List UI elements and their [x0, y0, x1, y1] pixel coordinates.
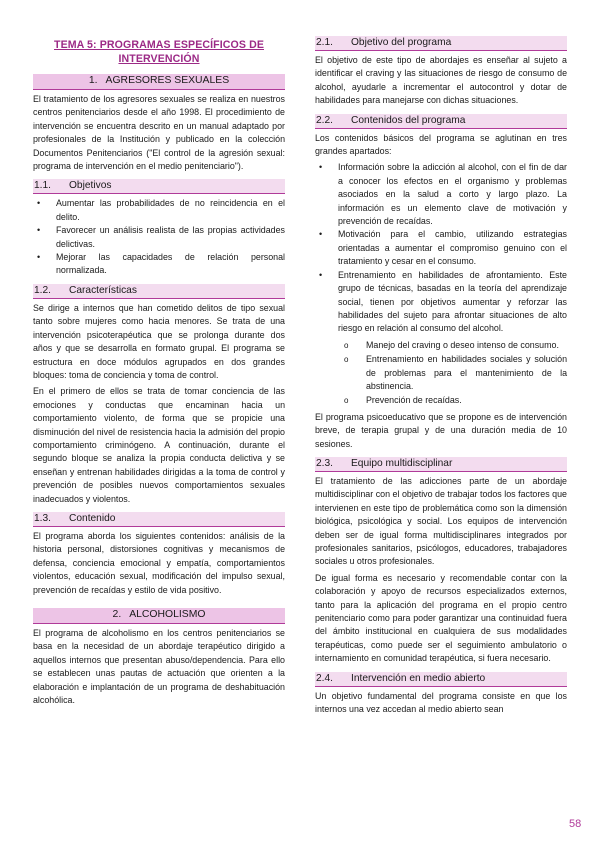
subsection-number: 1.1. [34, 180, 51, 192]
subsection-title: Contenidos del programa [351, 114, 466, 126]
bullet-icon: • [319, 269, 323, 280]
subsection-number: 1.3. [34, 512, 51, 524]
list-item: • Favorecer un análisis realista de las propias actividades delictivas. [37, 225, 285, 249]
circle-bullet-icon: o [344, 396, 349, 406]
paragraph: De igual forma es necesario y recomendable contar con la colaboración y apoyo de recursos especializados externos, tanto para la aplicación del programa en el propio centro penitenciario como para poder garantizar una continuidad fuera del ámbito institucional en cualquiera de sus modalidades terapéuticas, como puede ser el seguimiento ambulatorio o internamiento en comunidad terapéutica, si fuera necesario. [315, 572, 567, 664]
subsection-heading-caracteristicas [33, 284, 285, 299]
paragraph: El tratamiento de los agresores sexuales se realiza en nuestros centros penitenciarios desde el año 1998. El procedimiento de intervención se encuentra descrito en un manual adaptado por profesionales de la Institución y publicado en la colección Documentos Penitenciarios ("El control de la agresión sexual: programa de intervención en el medio penitenciario"). [33, 94, 285, 172]
subsection-number: 2.3. [316, 457, 333, 469]
paragraph: Un objetivo fundamental del programa consiste en que los internos una vez accedan al medio abierto sean [315, 690, 567, 715]
sub-list-item: o Entrenamiento en habilidades sociales y solución de problemas para el mantenimiento de la abstinencia. [344, 354, 567, 391]
paragraph: El tratamiento de las adicciones parte de un abordaje multidisciplinar con el objetivo de trabajar todos los factores que intervienen en este tipo de problemática como son la dimensión biológica, psicológica y social. Los equipos de intervención deben ser de igual forma multidisciplinares integrados por profesionales sanitarios, psicólogos, educadores, trabajadores sociales u otros profesionales. [315, 475, 567, 567]
subsection-heading-contenidos-programa [315, 114, 567, 129]
right-column [315, 36, 567, 719]
paragraph: El programa psicoeducativo que se propone es de intervención breve, de terapia grupal y de una duración media de 10 sesiones. [315, 411, 567, 449]
circle-bullet-icon: o [344, 340, 349, 350]
subsection-title: Características [69, 284, 137, 296]
section-title: ALCOHOLISMO [129, 609, 206, 620]
list-item: • Mejorar las capacidades de relación personal normalizada. [37, 252, 285, 276]
sub-list-item: o Manejo del craving o deseo intenso de consumo. [338, 339, 567, 352]
subsection-heading-objetivos [33, 179, 285, 194]
bullet-icon: • [319, 162, 323, 173]
list-item: • Aumentar las probabilidades de no reincidencia en el delito. [37, 198, 285, 222]
section-heading-alcoholismo [33, 608, 285, 624]
bullet-icon: • [37, 198, 41, 209]
paragraph: El objetivo de este tipo de abordajes es enseñar al sujeto a identificar el craving y las situaciones de riesgo de consumo de alcohol, ayudarle a incrementar el autocontrol y dotar de habilidades para manejarse con dichas situaciones. [315, 55, 567, 106]
paragraph: En el primero de ellos se trata de tomar conciencia de las emociones y conductas que encaminan hacia un comportamiento violento, de forma que se propicie una disminución del nivel de resistencia hacia la admisión del propio comportamiento criminógeno. A continuación, durante el segundo bloque se analiza la propia conducta delictiva y se enseñan y entrenan habilidades dirigidas a la toma de control y prevención de posibles nuevos comportamientos sexuales inadecuados y violentos. [33, 386, 285, 504]
subsection-number: 2.4. [316, 672, 333, 684]
bullet-icon: • [319, 229, 323, 240]
subsection-title: Equipo multidisciplinar [351, 457, 453, 469]
subsection-heading-objetivo-programa [315, 36, 567, 51]
section-title: AGRESORES SEXUALES [105, 75, 230, 86]
list-item: • Entrenamiento en habilidades de afrontamiento. Este grupo de técnicas, basadas en la teoría del aprendizaje social, tienen por objetivos aumentar y reforzar las habilidades del sujeto para afrontar situaciones de alto riesgo en relación al consumo del alcohol. o Manejo del craving o deseo intenso de consumo. o Entrenamiento en habilidades sociales y solución de problemas para el mantenimiento de la abstinencia. o Prevención de recaídas. [315, 269, 567, 408]
subsection-title: Objetivos [69, 180, 112, 192]
subsection-number: 2.1. [316, 37, 333, 48]
sub-list [338, 339, 567, 408]
subsection-heading-equipo [315, 457, 567, 472]
section-heading-agresores [33, 74, 285, 90]
section-number: 1. [88, 75, 98, 86]
paragraph: Se dirige a internos que han cometido delitos de tipo sexual tanto sobre mujeres como hacia menores. Se trata de una intervención psicoterapéutica que se prolonga durante dos años y que se desarrolla en formato grupal. El programa se estructura en doce módulos agrupados en dos grandes bloques: toma de conciencia y toma de control. [33, 302, 285, 380]
contents-list [315, 161, 567, 407]
paragraph: Los contenidos básicos del programa se aglutinan en tres grandes apartados: [315, 132, 567, 157]
page-title: TEMA 5: PROGRAMAS ESPECÍFICOS DE INTERVENCIÓN [54, 39, 264, 65]
left-column [33, 36, 285, 710]
subsection-heading-contenido [33, 512, 285, 527]
list-item: • Información sobre la adicción al alcohol, con el fin de dar a conocer los efectos en el organismo y problemas asociados en la salud a corto y largo plazo. La información es un elemento clave de motivación y prevención de recaídas. [319, 162, 567, 227]
subsection-heading-medio-abierto [315, 672, 567, 687]
circle-bullet-icon: o [344, 355, 349, 365]
paragraph: El programa de alcoholismo en los centros penitenciarios se basa en la necesidad de un abordaje terapéutico dirigido a aquellos internos que presentan abuso/dependencia. Para ello se establecen unas pautas de actuación que orienten a la elaboración e implantación de un programa de deshabituación alcohólica. [33, 628, 285, 706]
subsection-number: 1.2. [34, 284, 51, 296]
objectives-list [33, 197, 285, 277]
page-number: 58 [569, 818, 582, 830]
paragraph: El programa aborda los siguientes contenidos: análisis de la historia personal, distorsiones cognitivas y mecanismos de defensa, conciencia emocional y empatía, comportamientos violentos, educación sexual, modificación del impulso sexual, prevención de recaídas y estilo de vida positivo. [33, 530, 285, 595]
bullet-icon: • [37, 225, 41, 236]
subsection-title: Objetivo del programa [351, 37, 452, 48]
sub-list-item: o Prevención de recaídas. [338, 394, 567, 407]
bullet-icon: • [37, 252, 41, 263]
subsection-title: Intervención en medio abierto [351, 672, 486, 684]
subsection-title: Contenido [69, 512, 116, 524]
subsection-number: 2.2. [316, 114, 333, 126]
section-number: 2. [112, 609, 122, 620]
list-item: • Motivación para el cambio, utilizando estrategias orientadas a aumentar el compromiso genuino con el tratamiento y cesar en el consumo. [319, 229, 567, 267]
